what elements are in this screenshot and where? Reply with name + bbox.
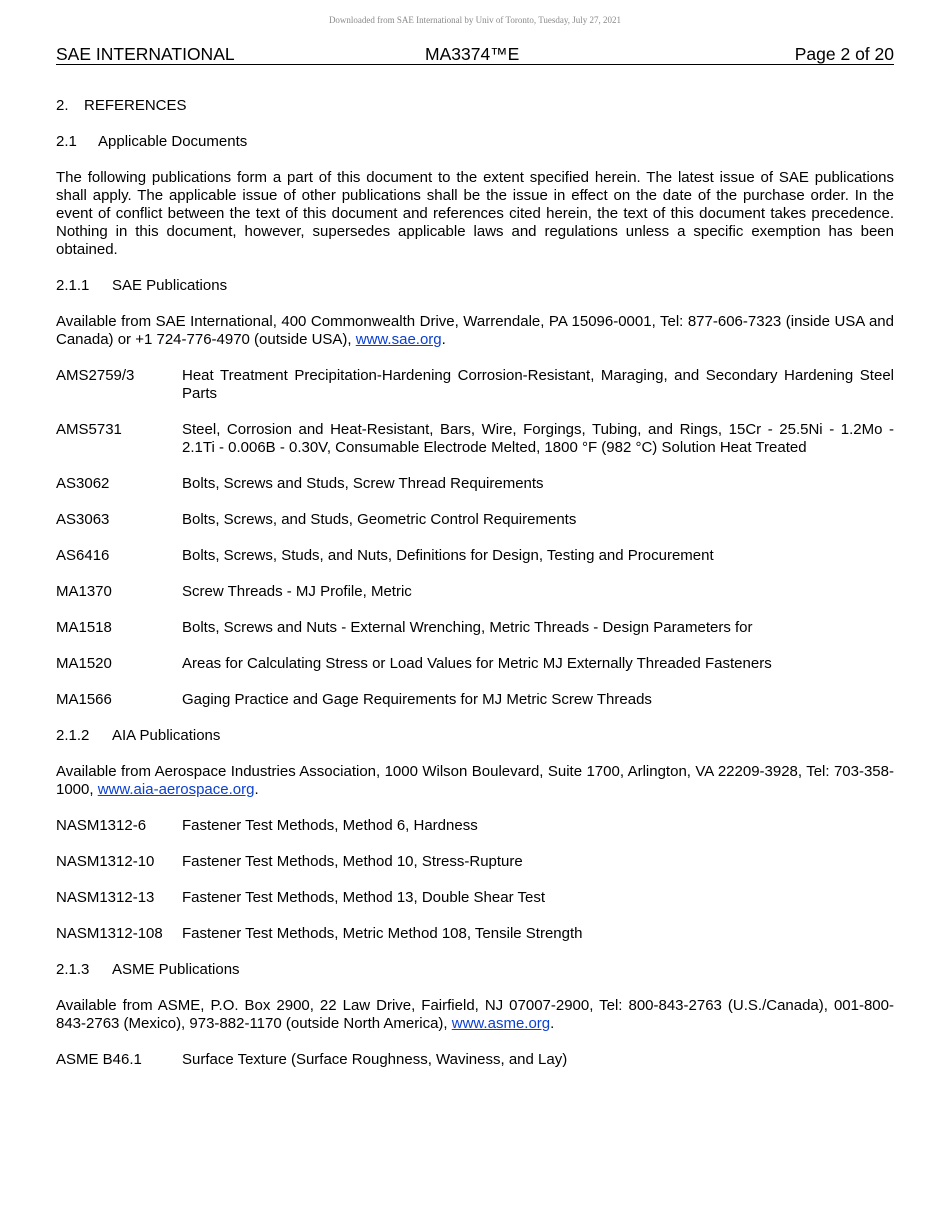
reference-entry [56, 1051, 894, 1069]
download-watermark: Downloaded from SAE International by Univ of Toronto, Tuesday, July 27, 2021 [328, 15, 622, 25]
sae-reference-list [56, 367, 894, 709]
reference-code: NASM1312-13 [56, 889, 155, 906]
intro-paragraph: The following publications form a part of this document to the extent specified herein. The latest issue of SAE publications shall apply. The applicable issue of other publications shall be the issue in effect on the date of the purchase order. In the event of conflict between the text of this document and references cited herein, the text of this document takes precedence. Nothing in this document, however, supersedes applicable laws and regulations unless a specific exemption has been obtained. [56, 169, 894, 258]
asme-reference-list [56, 1051, 894, 1069]
reference-title: Fastener Test Methods, Method 10, Stress-Rupture [182, 853, 523, 870]
subsection-number: 2.1.3 [56, 961, 90, 978]
sae-website-link[interactable]: www.sae.org [355, 331, 442, 348]
header-doc-number: MA3374™E [425, 44, 520, 64]
aia-reference-list [56, 817, 894, 943]
section-number: 2. [56, 97, 69, 114]
reference-title: Fastener Test Methods, Metric Method 108, Tensile Strength [182, 925, 583, 942]
subsection-heading-aia [56, 727, 894, 745]
reference-title: Gaging Practice and Gage Requirements for MJ Metric Screw Threads [182, 691, 652, 708]
reference-code: AMS5731 [56, 421, 122, 438]
reference-title: Steel, Corrosion and Heat-Resistant, Bars, Wire, Forgings, Tubing, and Rings, 15Cr - 25.5Ni - 1.2Mo - 2.1Ti - 0.006B - 0.30V, Consumable Electrode Melted, 1800 °F (982 °C) Solution Heat Treated [182, 421, 894, 456]
availability-text: Available from ASME, P.O. Box 2900, 22 Law Drive, Fairfield, NJ 07007-2900, Tel: 800-843-2763 (U.S./Canada), 001-800-843-2763 (Mexico), 973-882-1170 (outside North America), [56, 997, 894, 1032]
subsection-heading-applicable-documents [56, 133, 894, 151]
asme-availability-paragraph [56, 997, 894, 1033]
document-body [56, 97, 894, 1087]
aia-website-link[interactable]: www.aia-aerospace.org [97, 781, 255, 798]
period: . [441, 331, 446, 348]
reference-entry [56, 583, 894, 601]
subsection-title: AIA Publications [112, 727, 221, 744]
reference-title: Fastener Test Methods, Method 13, Double Shear Test [182, 889, 545, 906]
reference-code: MA1566 [56, 691, 112, 708]
section-title: REFERENCES [84, 97, 187, 114]
reference-title: Bolts, Screws and Studs, Screw Thread Requirements [182, 475, 544, 492]
reference-entry [56, 691, 894, 709]
reference-code: NASM1312-10 [56, 853, 155, 870]
reference-entry [56, 853, 894, 871]
reference-code: ASME B46.1 [56, 1051, 142, 1068]
reference-title: Heat Treatment Precipitation-Hardening Corrosion-Resistant, Maraging, and Secondary Hardening Steel Parts [182, 367, 894, 402]
reference-entry [56, 511, 894, 529]
reference-entry [56, 475, 894, 493]
page-header [56, 44, 894, 65]
subsection-heading-sae [56, 277, 894, 295]
reference-code: MA1370 [56, 583, 112, 600]
reference-entry [56, 655, 894, 673]
reference-entry [56, 547, 894, 565]
subsection-title: ASME Publications [112, 961, 240, 978]
reference-title: Fastener Test Methods, Method 6, Hardness [182, 817, 478, 834]
availability-text: Available from SAE International, 400 Commonwealth Drive, Warrendale, PA 15096-0001, Tel: 877-606-7323 (inside USA and Canada) or +1 724-776-4970 (outside USA), [56, 313, 894, 348]
reference-title: Bolts, Screws, and Studs, Geometric Control Requirements [182, 511, 577, 528]
sae-availability-paragraph [56, 313, 894, 349]
subsection-heading-asme [56, 961, 894, 979]
asme-website-link[interactable]: www.asme.org [451, 1015, 551, 1032]
reference-code: NASM1312-108 [56, 925, 163, 942]
header-org: SAE INTERNATIONAL [56, 44, 235, 64]
reference-title: Screw Threads - MJ Profile, Metric [182, 583, 412, 600]
availability-text: Available from Aerospace Industries Association, 1000 Wilson Boulevard, Suite 1700, Arlington, VA 22209-3928, Tel: 703-358-1000, [56, 763, 894, 798]
reference-entry [56, 889, 894, 907]
header-page-number: Page 2 of 20 [794, 44, 894, 64]
reference-entry [56, 925, 894, 943]
reference-entry [56, 619, 894, 637]
reference-code: AS6416 [56, 547, 110, 564]
reference-title: Bolts, Screws and Nuts - External Wrenching, Metric Threads - Design Parameters for [182, 619, 753, 636]
period: . [254, 781, 259, 798]
subsection-number: 2.1.1 [56, 277, 90, 294]
reference-code: AS3063 [56, 511, 110, 528]
reference-code: MA1520 [56, 655, 112, 672]
aia-availability-paragraph [56, 763, 894, 799]
reference-title: Surface Texture (Surface Roughness, Waviness, and Lay) [182, 1051, 568, 1068]
reference-entry [56, 421, 894, 457]
reference-code: AS3062 [56, 475, 110, 492]
subsection-number: 2.1 [56, 133, 77, 150]
reference-entry [56, 817, 894, 835]
period: . [550, 1015, 555, 1032]
subsection-number: 2.1.2 [56, 727, 90, 744]
subsection-title: Applicable Documents [98, 133, 248, 150]
reference-code: NASM1312-6 [56, 817, 147, 834]
subsection-title: SAE Publications [112, 277, 228, 294]
section-heading-references [56, 97, 894, 115]
reference-code: MA1518 [56, 619, 112, 636]
reference-title: Areas for Calculating Stress or Load Values for Metric MJ Externally Threaded Fasteners [182, 655, 772, 672]
reference-title: Bolts, Screws, Studs, and Nuts, Definitions for Design, Testing and Procurement [182, 547, 714, 564]
reference-code: AMS2759/3 [56, 367, 135, 384]
reference-entry [56, 367, 894, 403]
